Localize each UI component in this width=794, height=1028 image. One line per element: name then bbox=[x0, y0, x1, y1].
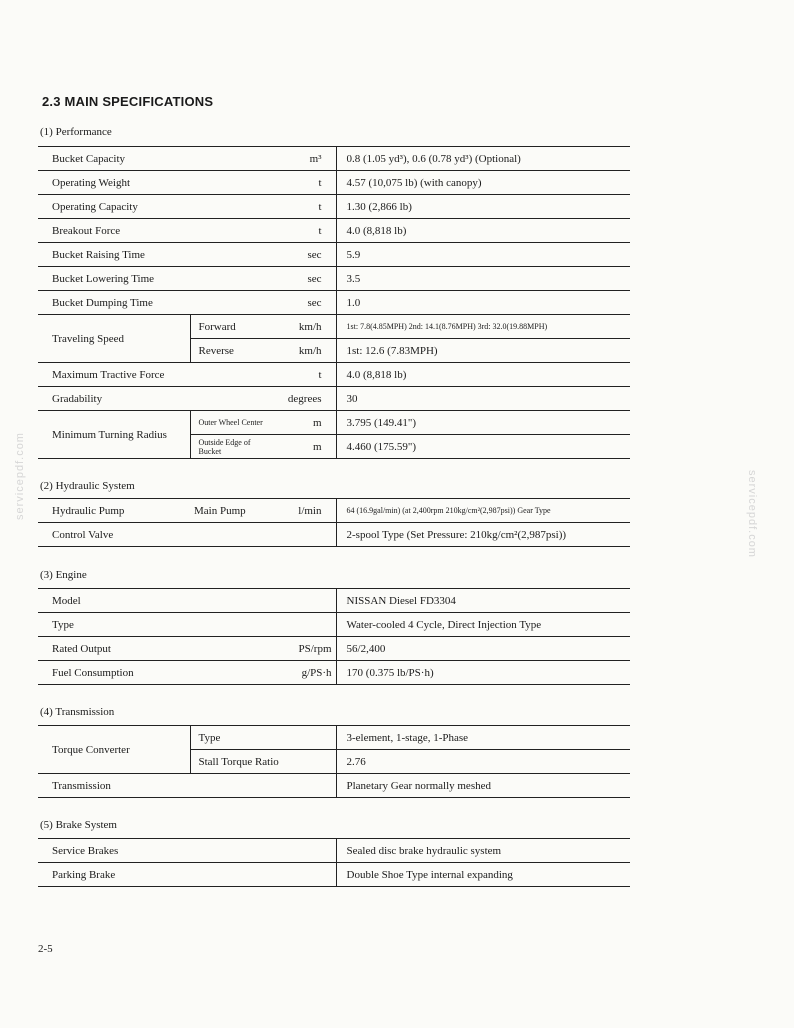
spec-value: 4.0 (8,818 lb) bbox=[336, 363, 630, 387]
table-row bbox=[38, 661, 630, 685]
table-row bbox=[38, 726, 630, 750]
spec-sublabel: Outer Wheel Center bbox=[190, 411, 278, 435]
section-performance-heading: (1) Performance bbox=[40, 126, 112, 138]
table-row bbox=[38, 291, 630, 315]
spec-value: 4.0 (8,818 lb) bbox=[336, 219, 630, 243]
spec-label: Bucket Capacity bbox=[38, 147, 278, 171]
spec-unit: t bbox=[278, 195, 336, 219]
spec-unit: t bbox=[278, 219, 336, 243]
spec-unit: sec bbox=[278, 267, 336, 291]
spec-label: Operating Weight bbox=[38, 171, 278, 195]
spec-label: Hydraulic Pump bbox=[38, 499, 190, 523]
spec-value: 64 (16.9gal/min) (at 2,400rpm 210kg/cm²(2,987psi)) Gear Type bbox=[336, 499, 630, 523]
spec-value: 5.9 bbox=[336, 243, 630, 267]
table-row bbox=[38, 499, 630, 523]
performance-table bbox=[38, 146, 630, 459]
table-row bbox=[38, 839, 630, 863]
spec-value: Planetary Gear normally meshed bbox=[336, 774, 630, 798]
section-transmission-heading: (4) Transmission bbox=[40, 706, 115, 718]
spec-label: Parking Brake bbox=[38, 863, 336, 887]
spec-value: Double Shoe Type internal expanding bbox=[336, 863, 630, 887]
table-row bbox=[38, 774, 630, 798]
table-row bbox=[38, 589, 630, 613]
table-row bbox=[38, 863, 630, 887]
spec-value: 1st: 7.8(4.85MPH) 2nd: 14.1(8.76MPH) 3rd: 32.0(19.88MPH) bbox=[336, 315, 630, 339]
spec-unit: PS/rpm bbox=[278, 637, 336, 661]
spec-unit: m bbox=[278, 411, 336, 435]
spec-value: 4.460 (175.59") bbox=[336, 435, 630, 459]
spec-value: 3.795 (149.41") bbox=[336, 411, 630, 435]
spec-value: 2.76 bbox=[336, 750, 630, 774]
spec-label: Service Brakes bbox=[38, 839, 336, 863]
section-hydraulic-heading: (2) Hydraulic System bbox=[40, 480, 135, 492]
spec-value: Sealed disc brake hydraulic system bbox=[336, 839, 630, 863]
spec-label: Type bbox=[38, 613, 336, 637]
spec-label: Bucket Dumping Time bbox=[38, 291, 278, 315]
section-engine-heading: (3) Engine bbox=[40, 569, 87, 581]
section-brake-heading: (5) Brake System bbox=[40, 819, 117, 831]
spec-label: Fuel Consumption bbox=[38, 661, 278, 685]
spec-label: Control Valve bbox=[38, 523, 336, 547]
spec-sublabel: Stall Torque Ratio bbox=[190, 750, 336, 774]
spec-sublabel: Reverse bbox=[190, 339, 278, 363]
spec-unit: sec bbox=[278, 291, 336, 315]
spec-value: 30 bbox=[336, 387, 630, 411]
spec-label: Bucket Raising Time bbox=[38, 243, 278, 267]
spec-label: Rated Output bbox=[38, 637, 278, 661]
table-row bbox=[38, 363, 630, 387]
spec-sublabel: Outside Edge of Bucket bbox=[190, 435, 278, 459]
table-row bbox=[38, 411, 630, 435]
table-row bbox=[38, 243, 630, 267]
watermark-right: servicepdf.com bbox=[746, 470, 758, 558]
spec-value: 1.30 (2,866 lb) bbox=[336, 195, 630, 219]
spec-sublabel: Main Pump bbox=[190, 499, 278, 523]
spec-value: Water-cooled 4 Cycle, Direct Injection Type bbox=[336, 613, 630, 637]
spec-unit: t bbox=[278, 171, 336, 195]
spec-unit: m bbox=[278, 435, 336, 459]
spec-label: Gradability bbox=[38, 387, 278, 411]
spec-value: NISSAN Diesel FD3304 bbox=[336, 589, 630, 613]
spec-label: Transmission bbox=[38, 774, 336, 798]
spec-sublabel: Forward bbox=[190, 315, 278, 339]
spec-label: Breakout Force bbox=[38, 219, 278, 243]
spec-value: 0.8 (1.05 yd³), 0.6 (0.78 yd³) (Optional) bbox=[336, 147, 630, 171]
spec-value: 2-spool Type (Set Pressure: 210kg/cm²(2,987psi)) bbox=[336, 523, 630, 547]
spec-value: 170 (0.375 lb/PS·h) bbox=[336, 661, 630, 685]
hydraulic-table bbox=[38, 498, 630, 547]
spec-unit: km/h bbox=[278, 315, 336, 339]
spec-label: Maximum Tractive Force bbox=[38, 363, 278, 387]
spec-unit: degrees bbox=[278, 387, 336, 411]
page-title: 2.3 MAIN SPECIFICATIONS bbox=[42, 94, 214, 109]
spec-label: Minimum Turning Radius bbox=[38, 411, 190, 459]
spec-label: Torque Converter bbox=[38, 726, 190, 774]
engine-table bbox=[38, 588, 630, 685]
spec-label: Operating Capacity bbox=[38, 195, 278, 219]
spec-unit: l/min bbox=[278, 499, 336, 523]
spec-value: 4.57 (10,075 lb) (with canopy) bbox=[336, 171, 630, 195]
spec-label: Traveling Speed bbox=[38, 315, 190, 363]
table-row bbox=[38, 387, 630, 411]
table-row bbox=[38, 315, 630, 339]
spec-value: 56/2,400 bbox=[336, 637, 630, 661]
table-row bbox=[38, 195, 630, 219]
table-row bbox=[38, 613, 630, 637]
spec-value: 3.5 bbox=[336, 267, 630, 291]
table-row bbox=[38, 171, 630, 195]
spec-unit: sec bbox=[278, 243, 336, 267]
brake-table bbox=[38, 838, 630, 887]
spec-value: 1st: 12.6 (7.83MPH) bbox=[336, 339, 630, 363]
table-row bbox=[38, 267, 630, 291]
spec-label: Bucket Lowering Time bbox=[38, 267, 278, 291]
spec-value: 1.0 bbox=[336, 291, 630, 315]
table-row bbox=[38, 637, 630, 661]
page-number: 2-5 bbox=[38, 943, 53, 955]
watermark-left: servicepdf.com bbox=[14, 432, 26, 520]
spec-unit: km/h bbox=[278, 339, 336, 363]
table-row bbox=[38, 219, 630, 243]
spec-unit: g/PS·h bbox=[278, 661, 336, 685]
spec-unit: m³ bbox=[278, 147, 336, 171]
spec-unit: t bbox=[278, 363, 336, 387]
spec-value: 3-element, 1-stage, 1-Phase bbox=[336, 726, 630, 750]
transmission-table bbox=[38, 725, 630, 798]
spec-sublabel: Type bbox=[190, 726, 336, 750]
spec-label: Model bbox=[38, 589, 336, 613]
table-row bbox=[38, 523, 630, 547]
table-row bbox=[38, 147, 630, 171]
